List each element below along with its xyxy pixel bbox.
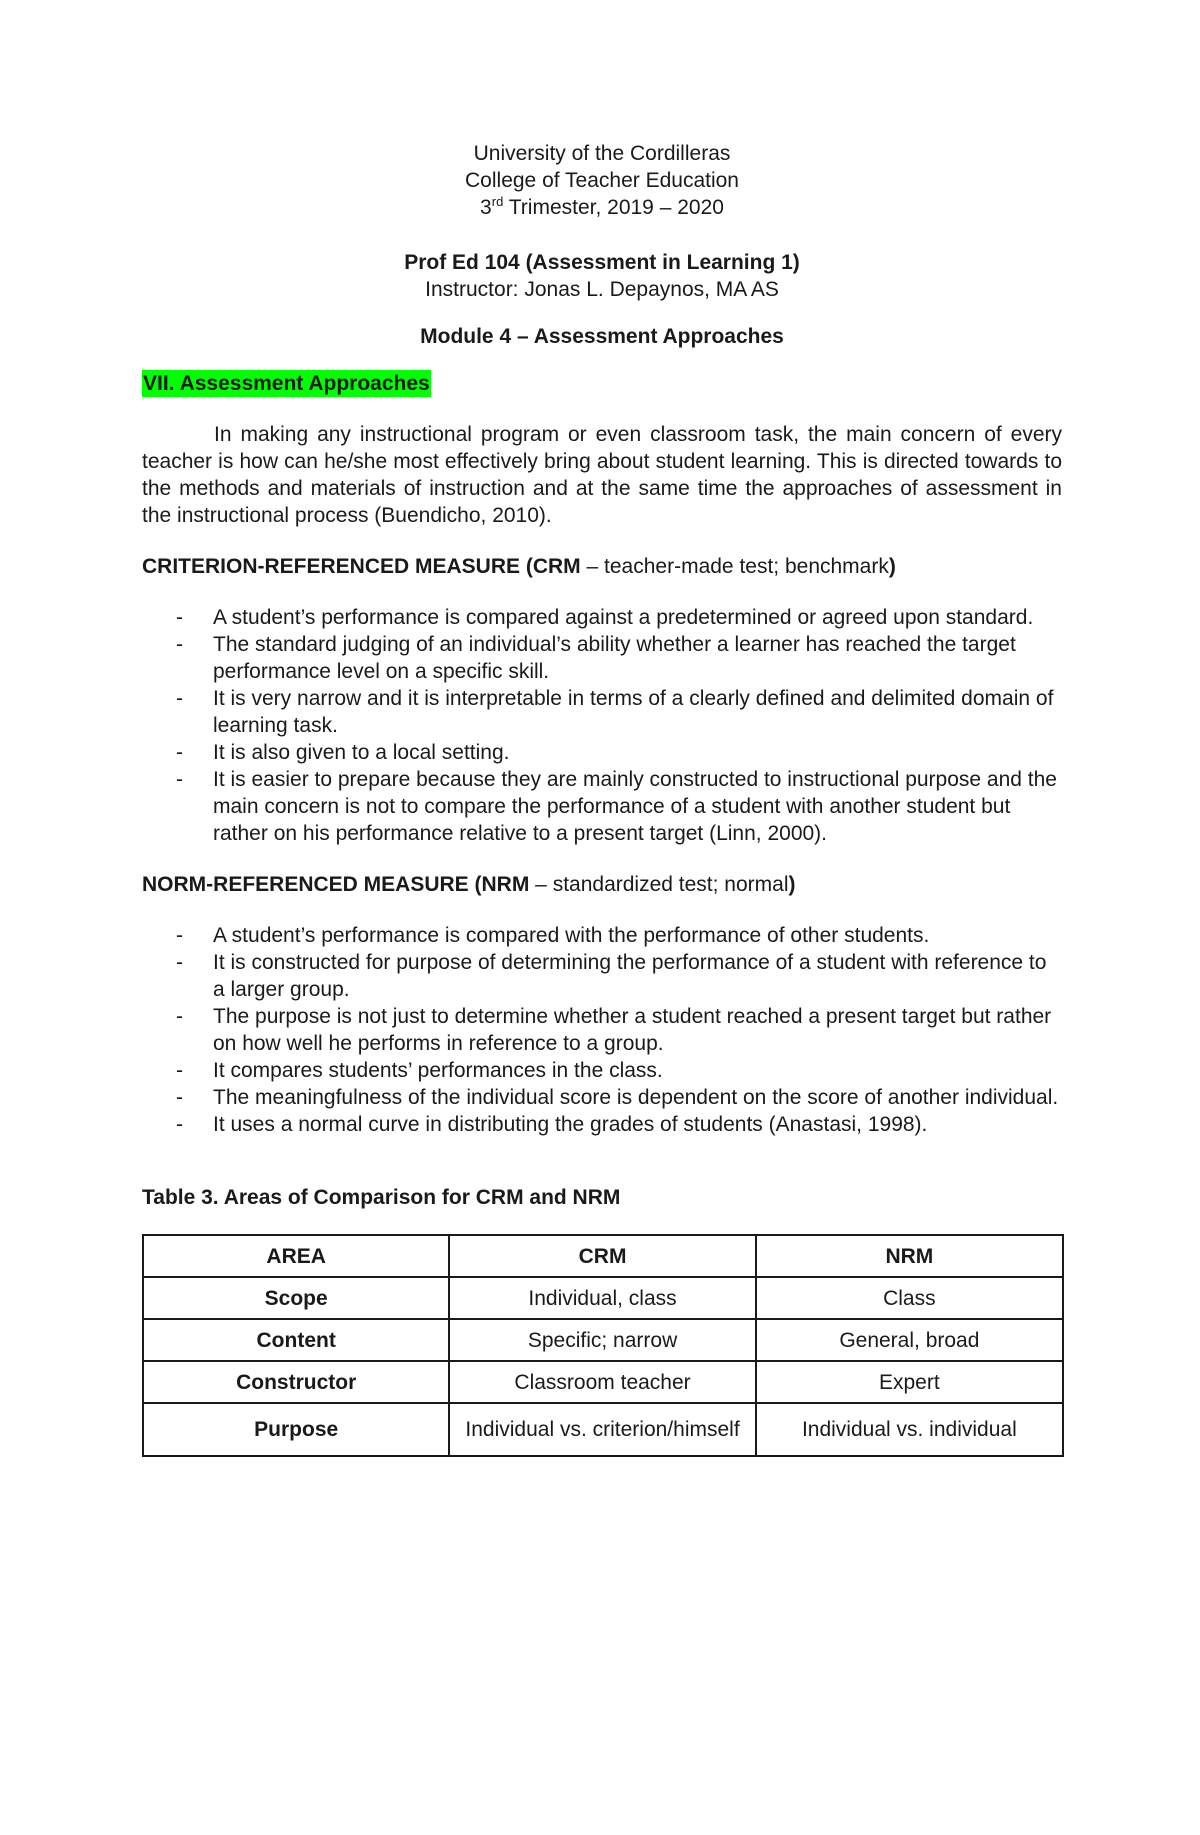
- crm-heading-detail: – teacher-made test; benchmark: [580, 555, 889, 578]
- bullet-dash: -: [176, 687, 183, 710]
- college-name: College of Teacher Education: [465, 169, 739, 192]
- document-page: [142, 140, 1062, 1457]
- crm-item-text: It is easier to prepare because they are mainly constructed to instructional purpose and the main concern is not to compare the performance of a student with another student but rather on his performance relative to a present target (Linn, 2000).: [213, 768, 1057, 845]
- nrm-heading: [142, 871, 1062, 898]
- nrm-item-text: The purpose is not just to determine whether a student reached a present target but rather on how well he performs in reference to a group.: [213, 1005, 1052, 1055]
- course-title: Prof Ed 104 (Assessment in Learning 1): [404, 251, 800, 274]
- header-area: AREA: [143, 1235, 449, 1277]
- row-area-cell: Scope: [143, 1277, 449, 1319]
- row-area-cell: Content: [143, 1319, 449, 1361]
- university-name: University of the Cordilleras: [473, 142, 731, 165]
- nrm-item-text: It uses a normal curve in distributing the grades of students (Anastasi, 1998).: [213, 1113, 928, 1136]
- term-rest: Trimester, 2019 – 2020: [503, 196, 724, 219]
- crm-item-text: The standard judging of an individual’s ability whether a learner has reached the target performance level on a specific skill.: [213, 633, 1016, 683]
- bullet-dash: -: [176, 1113, 183, 1136]
- table-row: [143, 1361, 1063, 1403]
- crm-list-item: [142, 604, 1062, 631]
- table-row: [143, 1319, 1063, 1361]
- table-header-row: [143, 1235, 1063, 1277]
- row-crm-cell: Classroom teacher: [449, 1361, 755, 1403]
- term-line: [142, 194, 1062, 221]
- crm-heading-close: ): [888, 555, 896, 578]
- crm-item-text: It is very narrow and it is interpretable in terms of a clearly defined and delimited domain of learning task.: [213, 687, 1054, 737]
- row-nrm-cell: Expert: [756, 1361, 1063, 1403]
- crm-item-text: It is also given to a local setting.: [213, 741, 510, 764]
- bullet-dash: -: [176, 951, 183, 974]
- nrm-list-item: [142, 1003, 1062, 1057]
- row-area-cell: Purpose: [143, 1403, 449, 1456]
- table-row: [143, 1277, 1063, 1319]
- bullet-dash: -: [176, 768, 183, 791]
- crm-list-item: [142, 766, 1062, 847]
- section-title: VII. Assessment Approaches: [143, 372, 430, 395]
- nrm-list-item: [142, 949, 1062, 1003]
- bullet-dash: -: [176, 1086, 183, 1109]
- nrm-list-item: [142, 1057, 1062, 1084]
- nrm-list-item: [142, 1084, 1062, 1111]
- crm-list-item: [142, 631, 1062, 685]
- nrm-item-text: It is constructed for purpose of determining the performance of a student with reference to a larger group.: [213, 951, 1047, 1001]
- nrm-heading-detail: – standardized test; normal: [529, 873, 789, 896]
- nrm-item-text: A student’s performance is compared with the performance of other students.: [213, 924, 930, 947]
- table-caption: Table 3. Areas of Comparison for CRM and NRM: [142, 1186, 621, 1209]
- bullet-dash: -: [176, 1059, 183, 1082]
- crm-item-text: A student’s performance is compared against a predetermined or agreed upon standard.: [213, 606, 1034, 629]
- nrm-list-item: [142, 922, 1062, 949]
- row-crm-cell: Individual, class: [449, 1277, 755, 1319]
- row-area-cell: Constructor: [143, 1361, 449, 1403]
- crm-heading-bold: CRITERION-REFERENCED MEASURE (CRM: [142, 555, 581, 578]
- document-header: [142, 140, 1062, 221]
- crm-list-item: [142, 739, 1062, 766]
- crm-list: [142, 604, 1062, 847]
- intro-paragraph: In making any instructional program or even classroom task, the main concern of every teacher is how can he/she most effectively bring about student learning. This is directed towards to the methods and materials of instruction and at the same time the approaches of assessment in the instructional process (Buendicho, 2010).: [142, 423, 1062, 527]
- comparison-table: [142, 1234, 1064, 1457]
- header-nrm: NRM: [756, 1235, 1063, 1277]
- term-ordinal: 3: [480, 196, 492, 219]
- bullet-dash: -: [176, 741, 183, 764]
- row-crm-cell: Specific; narrow: [449, 1319, 755, 1361]
- term-suffix: rd: [491, 194, 504, 209]
- crm-heading: [142, 553, 1062, 580]
- nrm-heading-close: ): [788, 873, 796, 896]
- bullet-dash: -: [176, 606, 183, 629]
- row-nrm-cell: Individual vs. individual: [756, 1403, 1063, 1456]
- bullet-dash: -: [176, 633, 183, 656]
- nrm-heading-bold: NORM-REFERENCED MEASURE (NRM: [142, 873, 530, 896]
- row-nrm-cell: General, broad: [756, 1319, 1063, 1361]
- nrm-item-text: It compares students’ performances in the class.: [213, 1059, 663, 1082]
- crm-list-item: [142, 685, 1062, 739]
- bullet-dash: -: [176, 1005, 183, 1028]
- module-title: Module 4 – Assessment Approaches: [420, 325, 784, 348]
- header-crm: CRM: [449, 1235, 755, 1277]
- bullet-dash: -: [176, 924, 183, 947]
- instructor-line: Instructor: Jonas L. Depaynos, MA AS: [425, 278, 779, 301]
- row-nrm-cell: Class: [756, 1277, 1063, 1319]
- nrm-list: [142, 922, 1062, 1138]
- table-row: [143, 1403, 1063, 1456]
- nrm-item-text: The meaningfulness of the individual score is dependent on the score of another individual.: [213, 1086, 1059, 1109]
- nrm-list-item: [142, 1111, 1062, 1138]
- row-crm-cell: Individual vs. criterion/himself: [449, 1403, 755, 1456]
